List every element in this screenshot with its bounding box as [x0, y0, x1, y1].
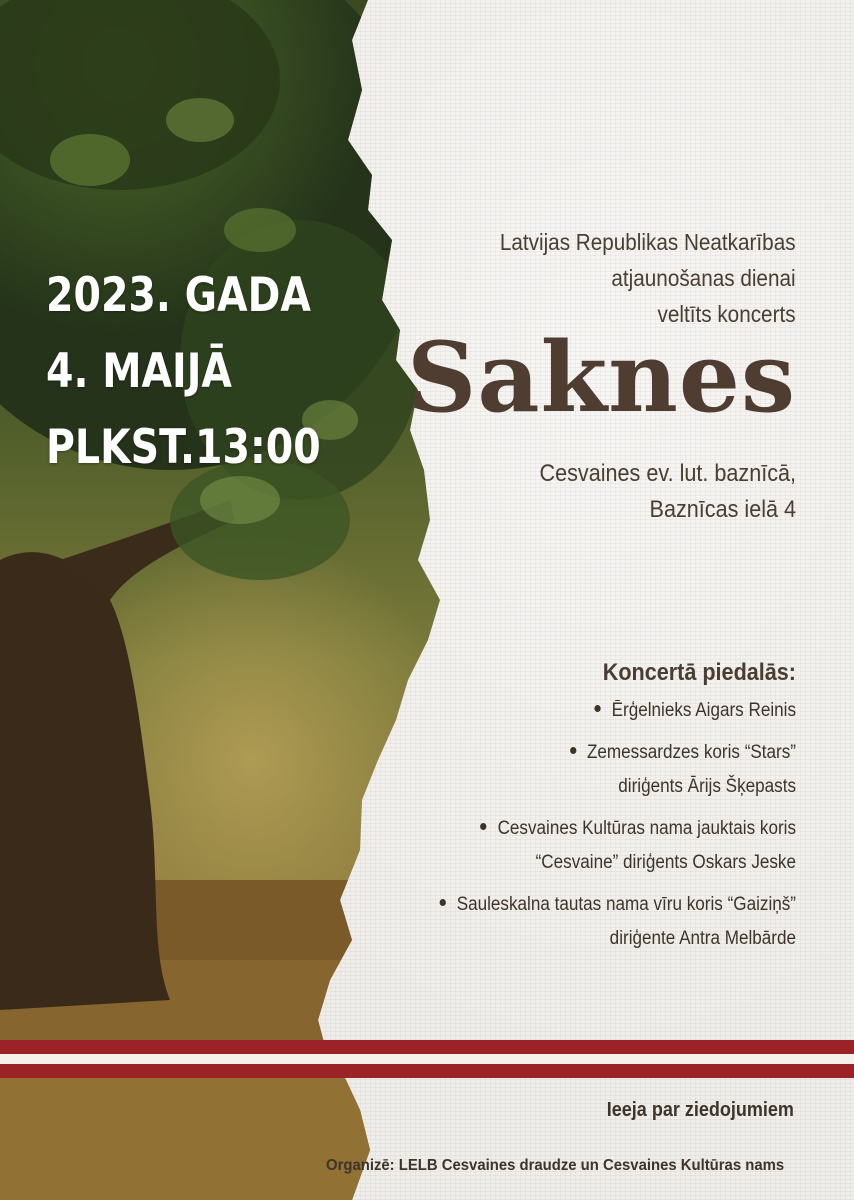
- date-day: 4. MAIJĀ: [46, 344, 232, 399]
- performers-section: [400, 656, 796, 964]
- performer-conductor: diriģente Antra Melbārde: [609, 928, 796, 949]
- event-time: PLKST.13:00: [46, 420, 321, 475]
- event-date-time: [46, 258, 321, 486]
- venue-line-1: Cesvaines ev. lut. baznīcā,: [539, 460, 796, 487]
- performer-line: Zemessardzes koris “Stars”: [586, 742, 796, 763]
- bullet-icon: [595, 705, 601, 712]
- entry-note: Ieeja par ziedojumiem: [606, 1099, 794, 1121]
- list-item: [440, 812, 796, 880]
- bullet-icon: [480, 823, 486, 830]
- bullet-icon: [570, 747, 576, 754]
- venue-line-2: Baznīcas ielā 4: [649, 496, 796, 523]
- intro-text: [500, 224, 796, 332]
- list-item: [440, 888, 796, 956]
- date-year: 2023. GADA: [46, 268, 311, 323]
- performers-heading: Koncertā piedalās:: [602, 659, 796, 686]
- concert-title: Saknes: [407, 321, 796, 434]
- performer-line: Ērģelnieks Aigars Reinis: [611, 700, 796, 721]
- performer-conductor: diriģents Ārijs Šķepasts: [618, 776, 796, 797]
- organizer-note: Organizē: LELB Cesvaines draudze un Cesvaines Kultūras nams: [326, 1157, 785, 1174]
- venue: [539, 456, 796, 528]
- intro-line-1: Latvijas Republikas Neatkarības: [500, 229, 796, 255]
- intro-line-2: atjaunošanas dienai: [611, 265, 796, 291]
- performer-line: Cesvaines Kultūras nama jauktais koris: [497, 818, 796, 839]
- bullet-icon: [440, 899, 446, 906]
- list-item: [440, 736, 796, 804]
- performer-conductor: “Cesvaine” diriģents Oskars Jeske: [535, 852, 796, 873]
- performer-line: Sauleskalna tautas nama vīru koris “Gaiziņš”: [456, 894, 796, 915]
- performers-list: [400, 694, 796, 956]
- intro-line-3: veltīts koncerts: [657, 301, 796, 327]
- list-item: [440, 694, 796, 728]
